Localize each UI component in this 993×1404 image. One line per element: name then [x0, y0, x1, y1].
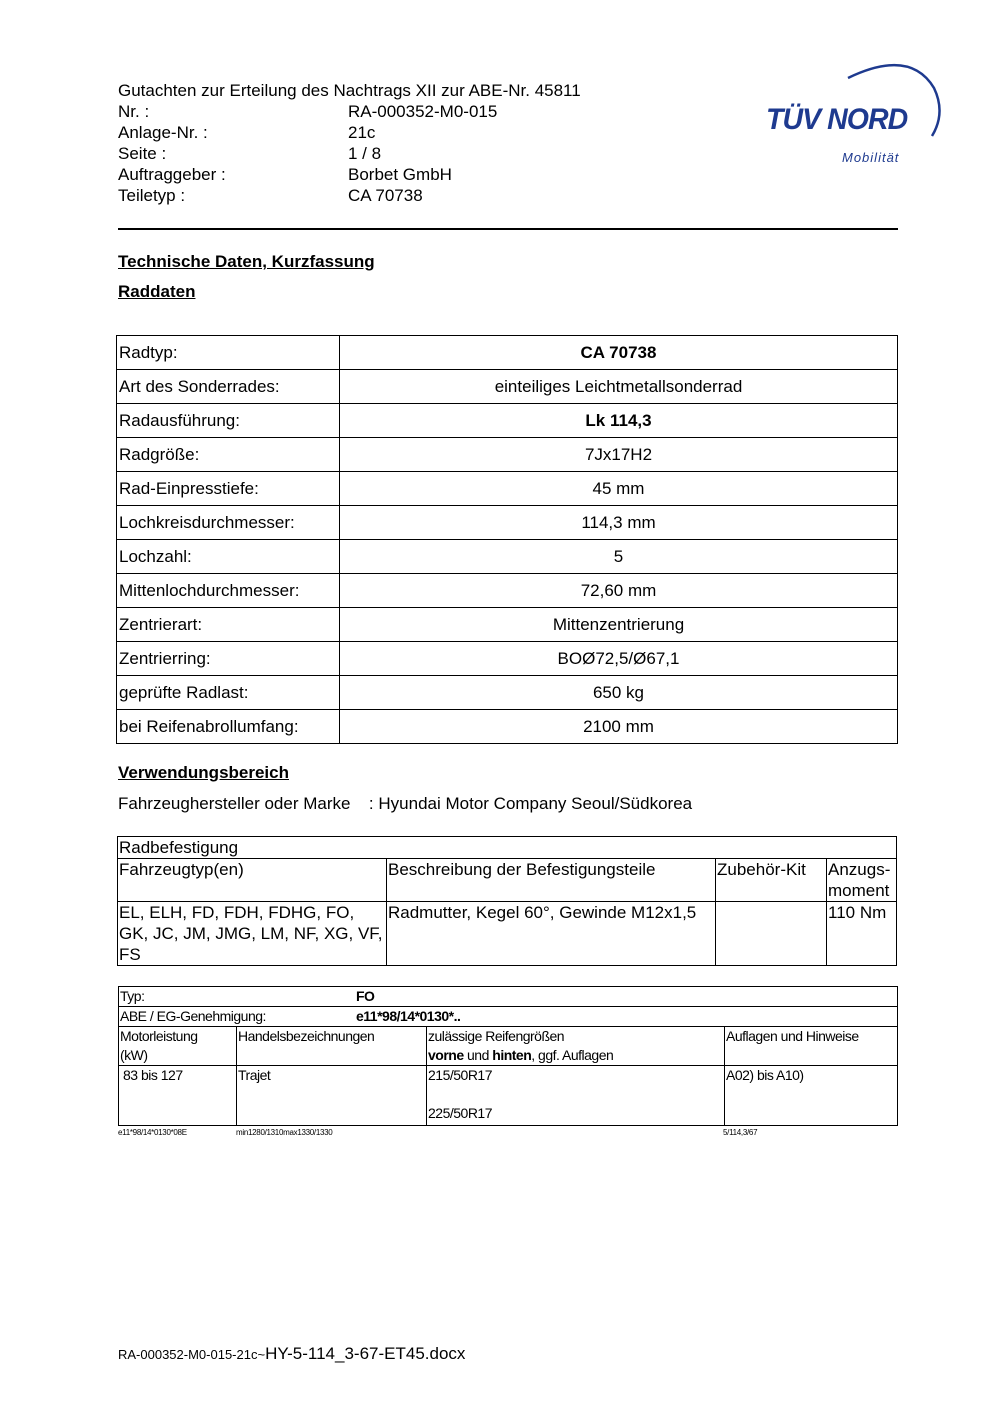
power-value: 83 bis 127 — [119, 1066, 237, 1126]
raddaten-value: BOØ72,5/Ø67,1 — [340, 642, 898, 676]
raddaten-value: 7Jx17H2 — [340, 438, 898, 472]
footnote-circumference: min1280/1310max1330/1330 — [236, 1128, 333, 1137]
logo-subtitle: Mobilität — [842, 150, 900, 165]
raddaten-row — [117, 438, 898, 472]
abe-value: e11*98/14*0130*.. — [356, 1008, 461, 1024]
raddaten-label: geprüfte Radlast: — [117, 676, 340, 710]
raddaten-row — [117, 540, 898, 574]
col-motorleistung: Motorleistung (kW) — [119, 1027, 237, 1066]
raddaten-value: 2100 mm — [340, 710, 898, 744]
typ-data-row — [119, 1066, 898, 1126]
col-beschreibung: Beschreibung der Befestigungsteile — [387, 859, 716, 902]
col-handelsbezeichnungen: Handelsbezeichnungen — [237, 1027, 427, 1066]
footer-filename: HY-5-114_3-67-ET45.docx — [265, 1344, 466, 1363]
manufacturer-line — [118, 794, 692, 814]
typ-value: FO — [356, 988, 375, 1004]
raddaten-label: bei Reifenabrollumfang: — [117, 710, 340, 744]
raddaten-value: 650 kg — [340, 676, 898, 710]
raddaten-label: Lochkreisdurchmesser: — [117, 506, 340, 540]
torque-value: 110 Nm — [827, 902, 897, 966]
typ-label: Typ: — [120, 988, 145, 1004]
raddaten-heading: Raddaten — [118, 282, 196, 301]
logo-wordmark: TÜV NORD — [766, 103, 908, 136]
header-divider — [118, 228, 898, 230]
notes-value: A02) bis A10) — [725, 1066, 898, 1126]
raddaten-label: Zentrierring: — [117, 642, 340, 676]
raddaten-row — [117, 370, 898, 404]
footnote-approval: e11*98/14*0130*08E — [118, 1128, 187, 1137]
raddaten-value: einteiliges Leichtmetallsonderrad — [340, 370, 898, 404]
radbefestigung-header-row — [118, 859, 897, 902]
tire-sizes: 215/50R17 225/50R17 — [427, 1066, 725, 1126]
raddaten-row — [117, 336, 898, 370]
raddaten-table — [116, 335, 898, 744]
raddaten-value: 114,3 mm — [340, 506, 898, 540]
raddaten-label: Radtyp: — [117, 336, 340, 370]
tuv-nord-logo — [760, 58, 945, 173]
raddaten-value: Lk 114,3 — [340, 404, 898, 438]
raddaten-row — [117, 506, 898, 540]
abe-row — [119, 1007, 898, 1027]
manufacturer-label: Fahrzeughersteller oder Marke — [118, 794, 351, 813]
radbefestigung-title: Radbefestigung — [118, 837, 897, 859]
footer-docnumber: RA-000352-M0-015-21c~ — [118, 1347, 266, 1362]
raddaten-label: Mittenlochdurchmesser: — [117, 574, 340, 608]
abe-label: ABE / EG-Genehmigung: — [120, 1008, 266, 1024]
raddaten-label: Radausführung: — [117, 404, 340, 438]
typ-row — [119, 987, 898, 1007]
manufacturer-sep: : — [368, 794, 374, 813]
manufacturer-value: Hyundai Motor Company Seoul/Südkorea — [378, 794, 693, 813]
raddaten-row — [117, 608, 898, 642]
section-heading: Technische Daten, Kurzfassung — [118, 252, 375, 271]
raddaten-value: 72,60 mm — [340, 574, 898, 608]
raddaten-value: 5 — [340, 540, 898, 574]
raddaten-row — [117, 574, 898, 608]
radbefestigung-title-row — [118, 837, 897, 859]
col-reifengroessen: zulässige Reifengrößen vorne und hinten, ggf. Auflagen — [427, 1027, 725, 1066]
col-auflagen: Auflagen und Hinweise — [725, 1027, 898, 1066]
col-anzugsmoment: Anzugs- moment — [827, 859, 897, 902]
fastener-description: Radmutter, Kegel 60°, Gewinde M12x1,5 — [387, 902, 716, 966]
raddaten-value: CA 70738 — [340, 336, 898, 370]
radbefestigung-data-row — [118, 902, 897, 966]
radbefestigung-table — [117, 836, 897, 966]
raddaten-value: Mittenzentrierung — [340, 608, 898, 642]
accessory-kit — [716, 902, 827, 966]
footnote-boltpattern: 5/114,3/67 — [723, 1128, 758, 1137]
vehicle-types: EL, ELH, FD, FDH, FDHG, FO, GK, JC, JM, JMG, LM, NF, XG, VF, FS — [118, 902, 387, 966]
raddaten-label: Rad-Einpresstiefe: — [117, 472, 340, 506]
raddaten-row — [117, 642, 898, 676]
raddaten-value: 45 mm — [340, 472, 898, 506]
raddaten-row — [117, 404, 898, 438]
raddaten-row — [117, 710, 898, 744]
raddaten-label: Radgröße: — [117, 438, 340, 472]
page-footer — [118, 1344, 465, 1364]
col-fahrzeugtyp: Fahrzeugtyp(en) — [118, 859, 387, 902]
col-zubehoer: Zubehör-Kit — [716, 859, 827, 902]
raddaten-label: Art des Sonderrades: — [117, 370, 340, 404]
typ-table — [118, 986, 898, 1126]
raddaten-row — [117, 676, 898, 710]
verwendung-heading: Verwendungsbereich — [118, 763, 289, 782]
typ-header-row — [119, 1027, 898, 1066]
trade-name: Trajet — [237, 1066, 427, 1126]
raddaten-label: Lochzahl: — [117, 540, 340, 574]
raddaten-row — [117, 472, 898, 506]
raddaten-label: Zentrierart: — [117, 608, 340, 642]
